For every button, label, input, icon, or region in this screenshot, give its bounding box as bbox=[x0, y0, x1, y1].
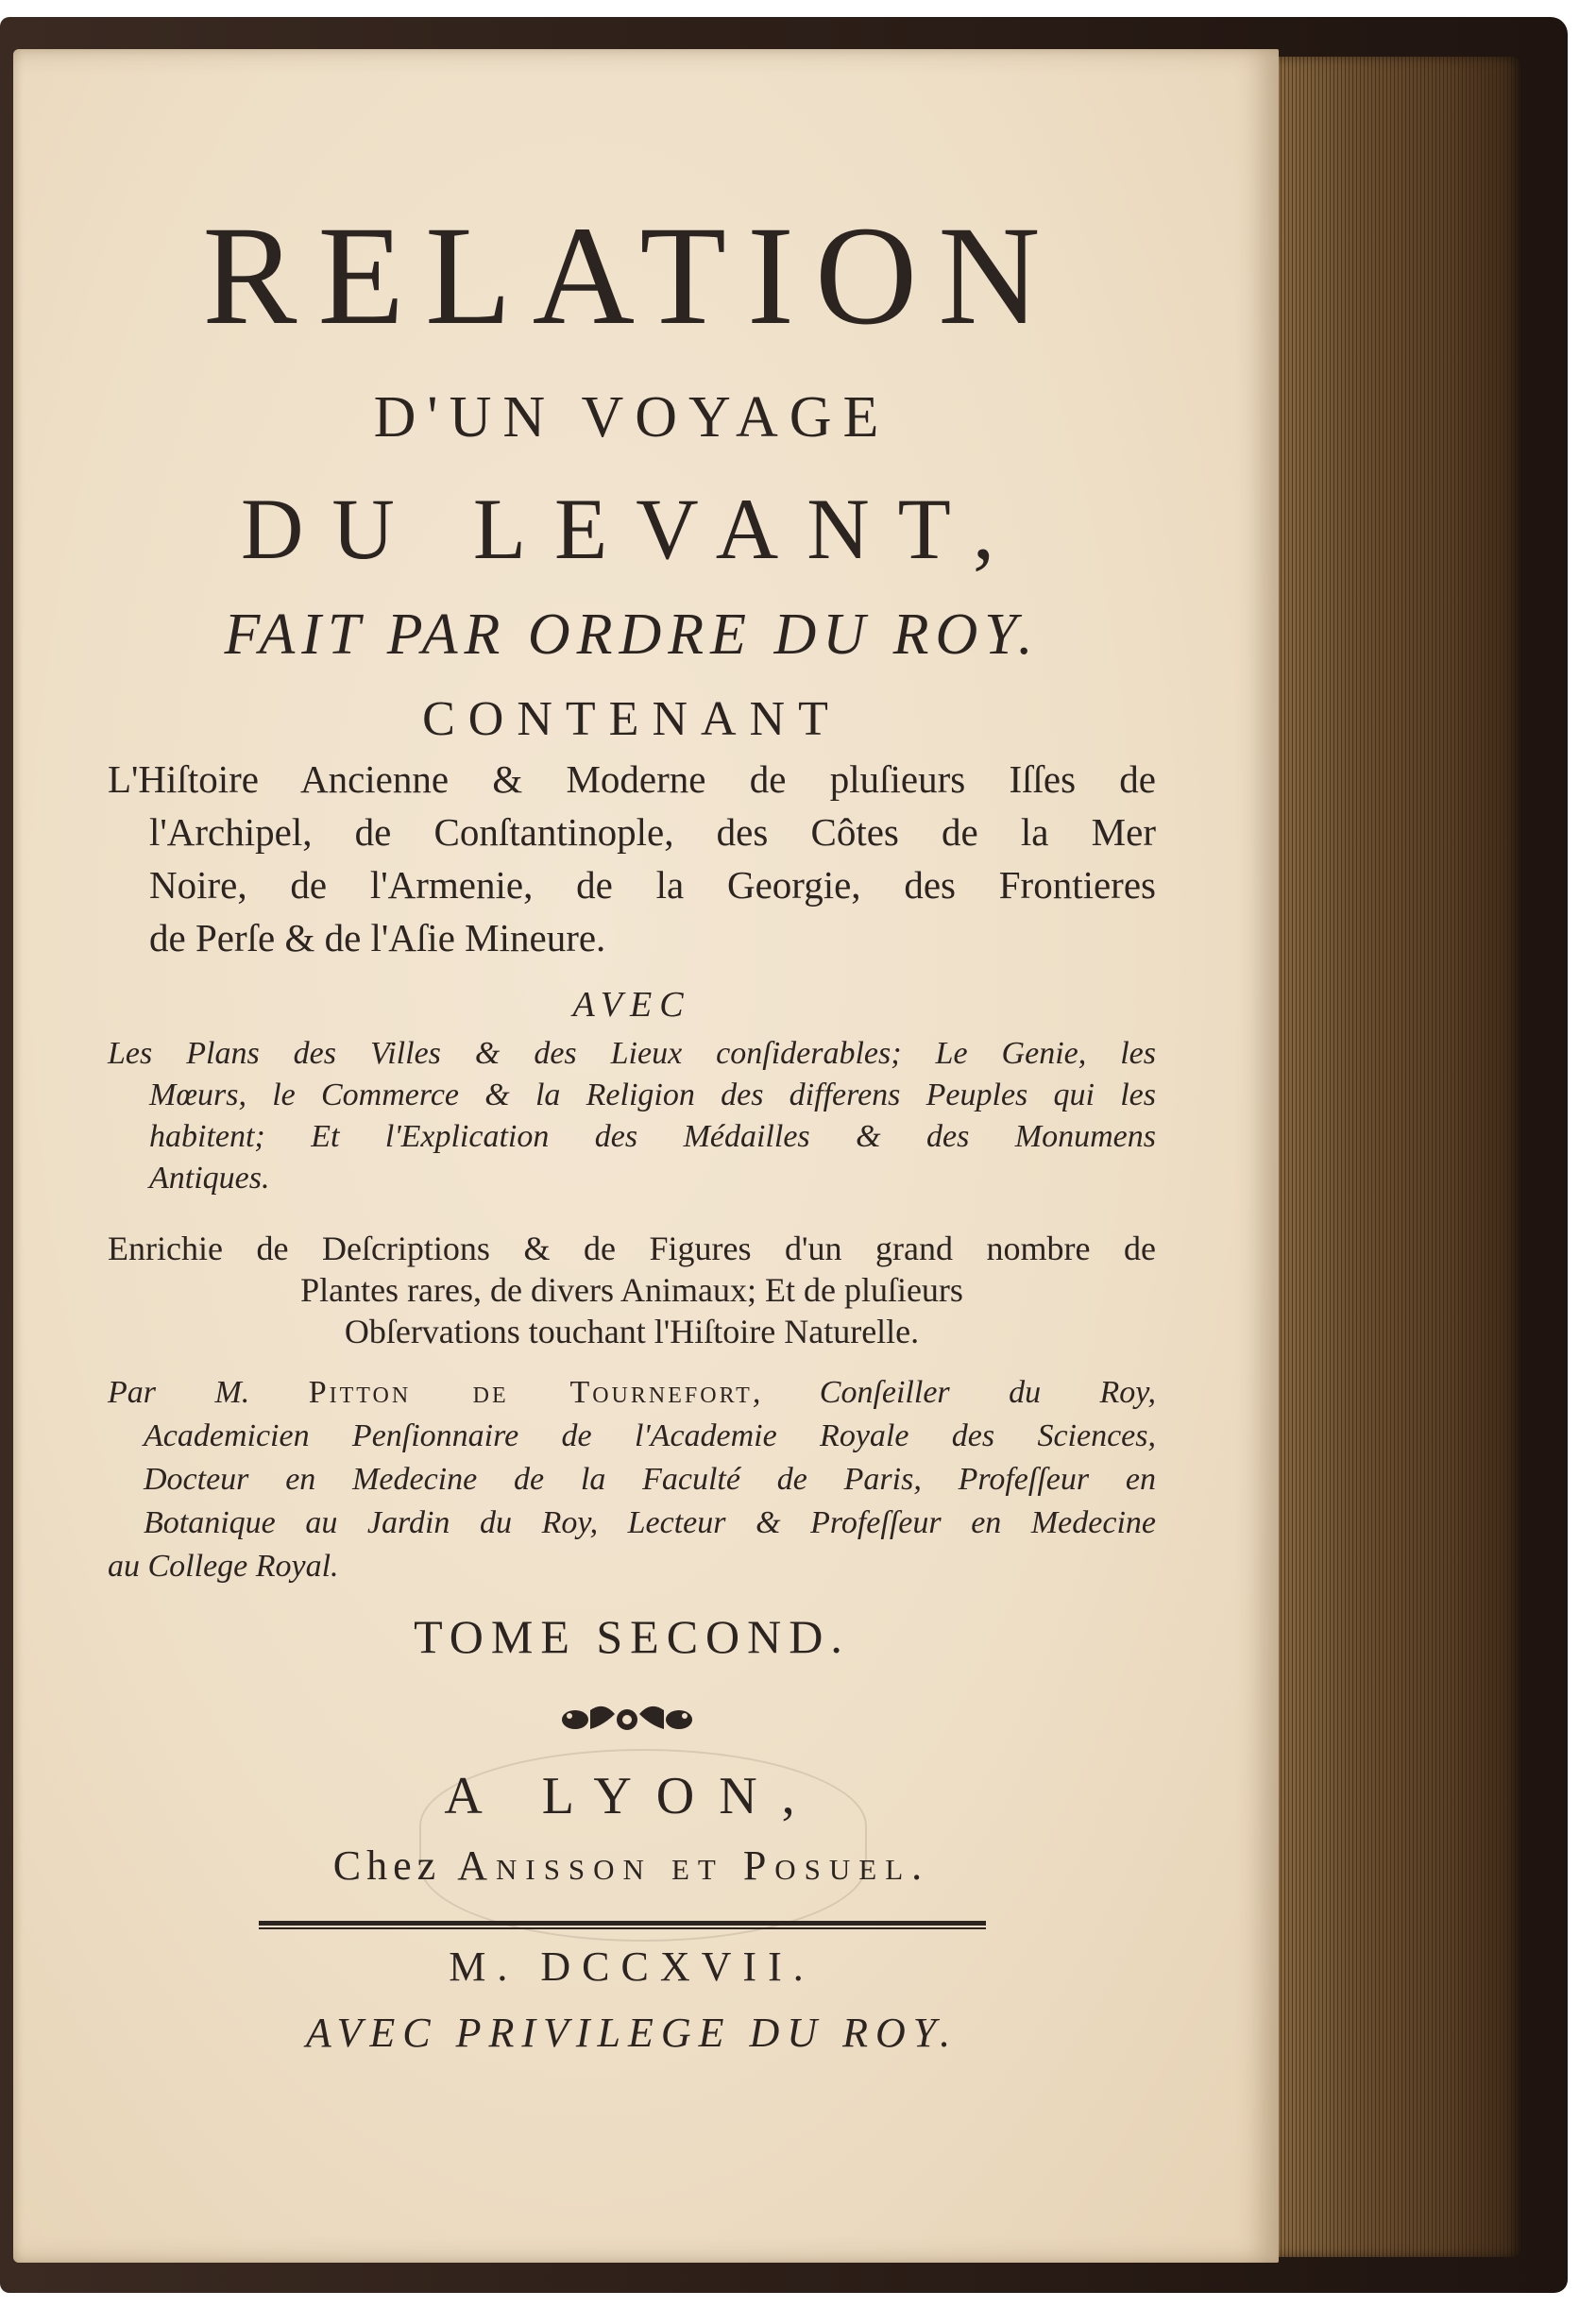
author-prefix: Par M. bbox=[108, 1375, 309, 1410]
description-line: de Perſe & de l'Aſie Mineure. bbox=[149, 916, 606, 959]
avec-heading: AVEC bbox=[572, 985, 691, 1025]
description-line: L'Hiſtoire Ancienne & Moderne de pluſieurs Iſſes de bbox=[108, 757, 1156, 801]
plans-line: Les Plans des Villes & des Lieux conſiderables; Le Genie, les bbox=[108, 1036, 1156, 1071]
publisher-name: Anisson et Posuel. bbox=[457, 1842, 931, 1889]
publisher-prefix: Chez bbox=[332, 1842, 458, 1889]
enrichie-line: Enrichie de Deſcriptions & de Figures d'un grand nombre de bbox=[108, 1230, 1156, 1267]
publication-date: M. DCCXVII. bbox=[449, 1943, 815, 1990]
author-line: Academicien Penſionnaire de l'Academie Royale des Sciences, bbox=[144, 1418, 1156, 1453]
main-title: RELATION bbox=[202, 197, 1061, 354]
author-line: au College Royal. bbox=[108, 1549, 339, 1584]
author-line: Botanique au Jardin du Roy, Lecteur & Profeſſeur en Medecine bbox=[144, 1505, 1156, 1540]
plans-line: habitent; Et l'Explication des Médailles & des Monumens bbox=[149, 1119, 1156, 1154]
author-line bbox=[108, 1371, 1156, 1415]
place-of-publication: A LYON, bbox=[444, 1767, 820, 1825]
title-page bbox=[13, 49, 1279, 2263]
subtitle-fait-par-ordre: FAIT PAR ORDRE DU ROY. bbox=[224, 602, 1040, 667]
enrichie-line: Obſervations touchant l'Hiſtoire Naturelle. bbox=[344, 1313, 920, 1350]
subtitle-voyage: D'UN VOYAGE bbox=[373, 385, 891, 450]
plans-description bbox=[108, 1033, 1156, 1199]
author-line: Docteur en Medecine de la Faculté de Paris, Profeſſeur en bbox=[144, 1462, 1156, 1497]
volume-label: TOME SECOND. bbox=[414, 1610, 850, 1663]
author-name: Pitton de Tournefort bbox=[308, 1375, 753, 1410]
contents-description bbox=[108, 753, 1156, 964]
page-edges bbox=[1265, 57, 1520, 2257]
publisher-line bbox=[108, 1841, 1156, 1890]
author-title: , Conſeiller du Roy, bbox=[752, 1375, 1157, 1410]
printers-ornament-icon bbox=[556, 1697, 698, 1742]
thick-rule-divider bbox=[259, 1921, 986, 1926]
royal-privilege: AVEC PRIVILEGE DU ROY. bbox=[305, 2010, 959, 2056]
author-statement bbox=[108, 1371, 1156, 1588]
contenant-heading: CONTENANT bbox=[422, 692, 841, 746]
description-line: l'Archipel, de Conſtantinople, des Côtes de la Mer bbox=[149, 810, 1156, 854]
plans-line: Mœurs, le Commerce & la Religion des differens Peuples qui les bbox=[149, 1078, 1156, 1112]
enrichie-description bbox=[108, 1228, 1156, 1352]
description-line: Noire, de l'Armenie, de la Georgie, des Frontieres bbox=[149, 863, 1156, 907]
enrichie-line: Plantes rares, de divers Animaux; Et de pluſieurs bbox=[300, 1271, 963, 1309]
subtitle-levant: DU LEVANT, bbox=[240, 481, 1024, 577]
thin-rule-divider bbox=[259, 1927, 986, 1929]
plans-line: Antiques. bbox=[149, 1161, 270, 1196]
